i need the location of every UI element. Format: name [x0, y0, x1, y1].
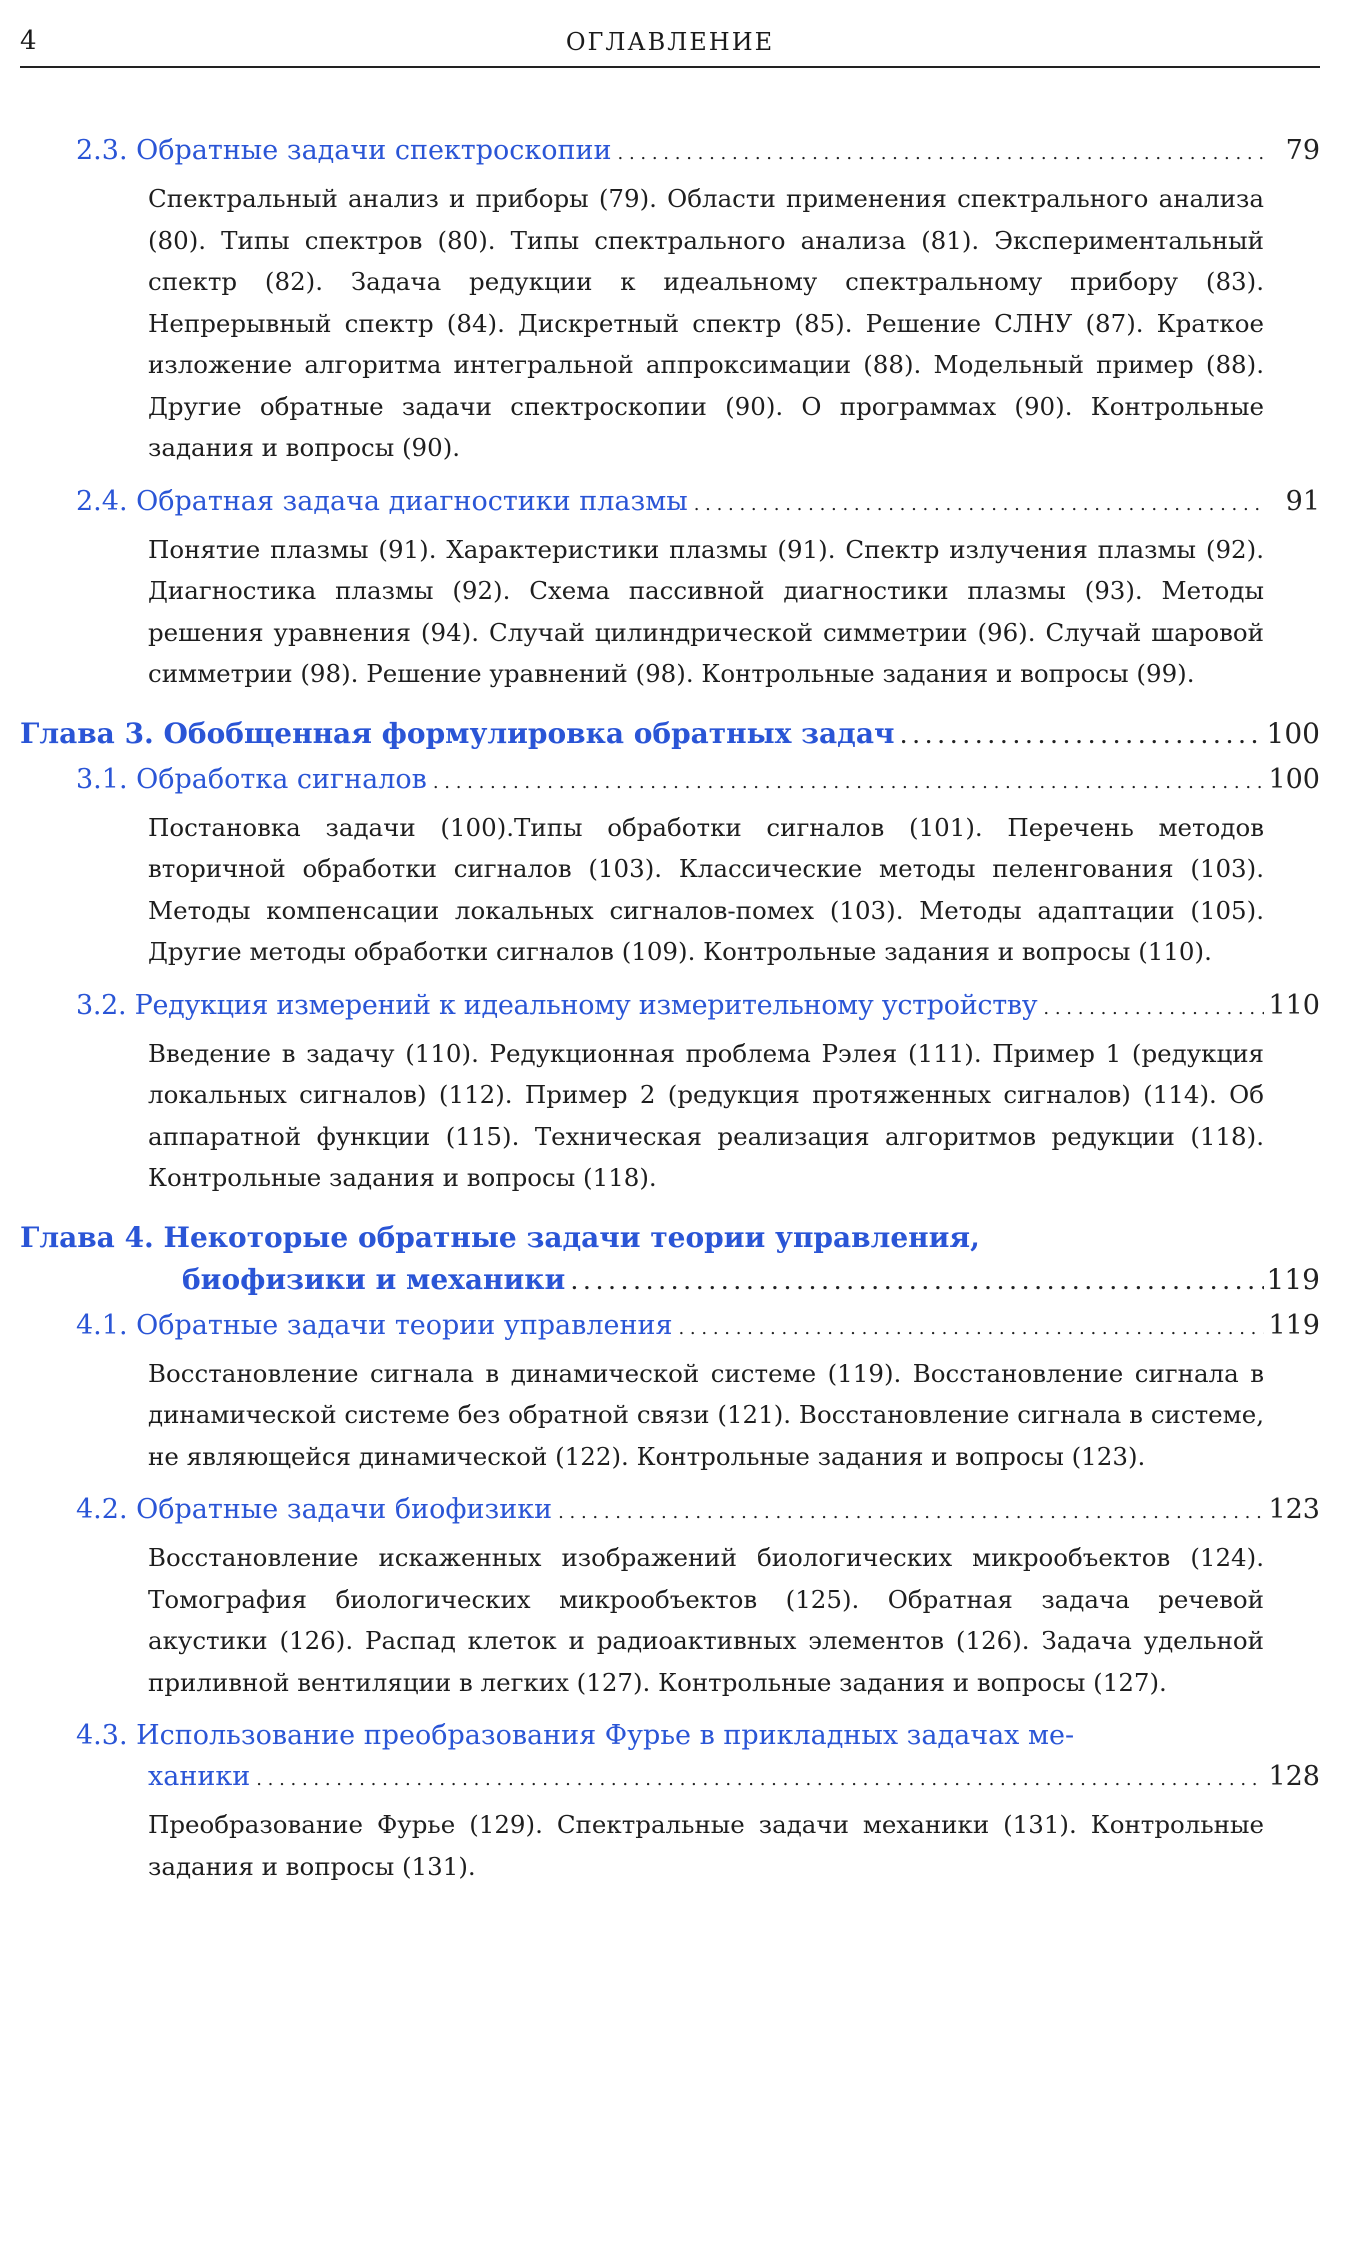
leader-dots [571, 1259, 1264, 1305]
running-title: ОГЛАВЛЕНИЕ [565, 28, 775, 56]
toc-link[interactable]: биофизики и механики [182, 1262, 566, 1296]
toc-page-number: 123 [1268, 1494, 1320, 1525]
toc-entry-4-1[interactable] [20, 1305, 1320, 1349]
section-summary: Восстановление сигнала в динамической системе (119). Восстановление сигнала в динамической системе без обратной связи (121). Восстановление сигнала в системе, не являющейся динамической (122). Контрольные задания и вопросы (123). [148, 1358, 1264, 1471]
toc-entry-4-2[interactable] [20, 1489, 1320, 1533]
section-summary: Восстановление искаженных изображений биологических микрообъектов (124). Томография биологических микрообъектов (125). Обратная задача речевой акустики (126). Распад клеток и радиоактивных элементов (126). Задача удельной приливной вентиляции в легких (127). Контрольные задания и вопросы (127). [148, 1543, 1264, 1697]
leader-dots [678, 1305, 1264, 1349]
toc-link[interactable]: 3.2. Редукция измерений к идеальному измерительному устройству [76, 989, 1038, 1021]
toc-page-number: 110 [1268, 989, 1320, 1021]
toc-link[interactable]: Глава 4. Некоторые обратные задачи теории управления, [20, 1220, 980, 1254]
toc-entry-4-3[interactable] [20, 1715, 1320, 1800]
toc-link[interactable]: 2.3. Обратные задачи спектроскопии [76, 135, 612, 166]
toc-entry-2-4[interactable] [20, 481, 1320, 525]
toc-chapter-3[interactable] [20, 707, 1320, 759]
section-summary: Введение в задачу (110). Редукционная проблема Рэлея (111). Пример 1 (редукция локальных сигналов) (112). Пример 2 (редукция протяженных сигналов) (114). Об аппаратной функции (115). Техническая реализация алгоритмов редукции (118). Контрольные задания и вопросы (118). [148, 1038, 1264, 1192]
toc-page-number: 91 [1285, 485, 1320, 517]
leader-dots [558, 1489, 1264, 1533]
toc-link[interactable]: ханики [148, 1761, 251, 1792]
toc-entry-4-3-line2[interactable] [20, 1756, 1320, 1800]
section-summary: Понятие плазмы (91). Характеристики плазмы (91). Спектр излучения плазмы (92). Диагностика плазмы (92). Схема пассивной диагностики плазмы (93). Методы решения уравнения (94). Случай цилиндрической симметрии (96). Случай шаровой симметрии (98). Решение уравнений (98). Контрольные задания и вопросы (99). [148, 534, 1264, 688]
toc-chapter-4[interactable] [20, 1211, 1320, 1305]
toc-page-number: 100 [1266, 716, 1320, 750]
page-number: 4 [20, 26, 37, 56]
toc-chapter-4-line2[interactable] [20, 1259, 1320, 1305]
toc-link[interactable]: 3.1. Обработка сигналов [76, 763, 427, 795]
leader-dots [1043, 985, 1264, 1029]
toc-link[interactable]: 2.4. Обратная задача диагностики плазмы [76, 485, 688, 517]
toc-page-number: 119 [1266, 1262, 1320, 1296]
leader-dots [900, 713, 1264, 759]
toc-entry-3-2[interactable] [20, 985, 1320, 1029]
running-header [20, 26, 1320, 68]
leader-dots [433, 759, 1264, 803]
toc-link[interactable]: 4.3. Использование преобразования Фурье в прикладных задачах ме- [76, 1720, 1075, 1751]
toc-link[interactable]: 4.1. Обратные задачи теории управления [76, 1309, 673, 1341]
table-of-contents [20, 130, 1320, 1899]
toc-page-number: 119 [1268, 1309, 1320, 1341]
toc-entry-3-1[interactable] [20, 759, 1320, 803]
toc-page-number: 100 [1268, 763, 1320, 795]
leader-dots [256, 1756, 1264, 1800]
toc-entry-2-3[interactable] [20, 130, 1320, 174]
toc-link[interactable]: Глава 3. Обобщенная формулировка обратных задач [20, 716, 895, 750]
section-summary: Постановка задачи (100).Типы обработки сигналов (101). Перечень методов вторичной обработки сигналов (103). Классические методы пеленгования (103). Методы компенсации локальных сигналов-помех (103). Методы адаптации (105). Другие методы обработки сигналов (109). Контрольные задания и вопросы (110). [148, 812, 1264, 966]
toc-page-number: 128 [1268, 1761, 1320, 1792]
leader-dots [694, 481, 1264, 525]
section-summary: Преобразование Фурье (129). Спектральные задачи механики (131). Контрольные задания и вопросы (131). [148, 1810, 1264, 1881]
section-summary: Спектральный анализ и приборы (79). Области применения спектрального анализа (80). Типы спектров (80). Типы спектрального анализа (81). Экспериментальный спектр (82). Задача редукции к идеальному спектральному прибору (83). Непрерывный спектр (84). Дискретный спектр (85). Решение СЛНУ (87). Краткое изложение алгоритма интегральной аппроксимации (88). Модельный пример (88). Другие обратные задачи спектроскопии (90). О программах (90). Контрольные задания и вопросы (90). [148, 184, 1264, 462]
toc-link[interactable]: 4.2. Обратные задачи биофизики [76, 1494, 553, 1525]
leader-dots [618, 130, 1264, 174]
toc-page-number: 79 [1285, 135, 1320, 166]
